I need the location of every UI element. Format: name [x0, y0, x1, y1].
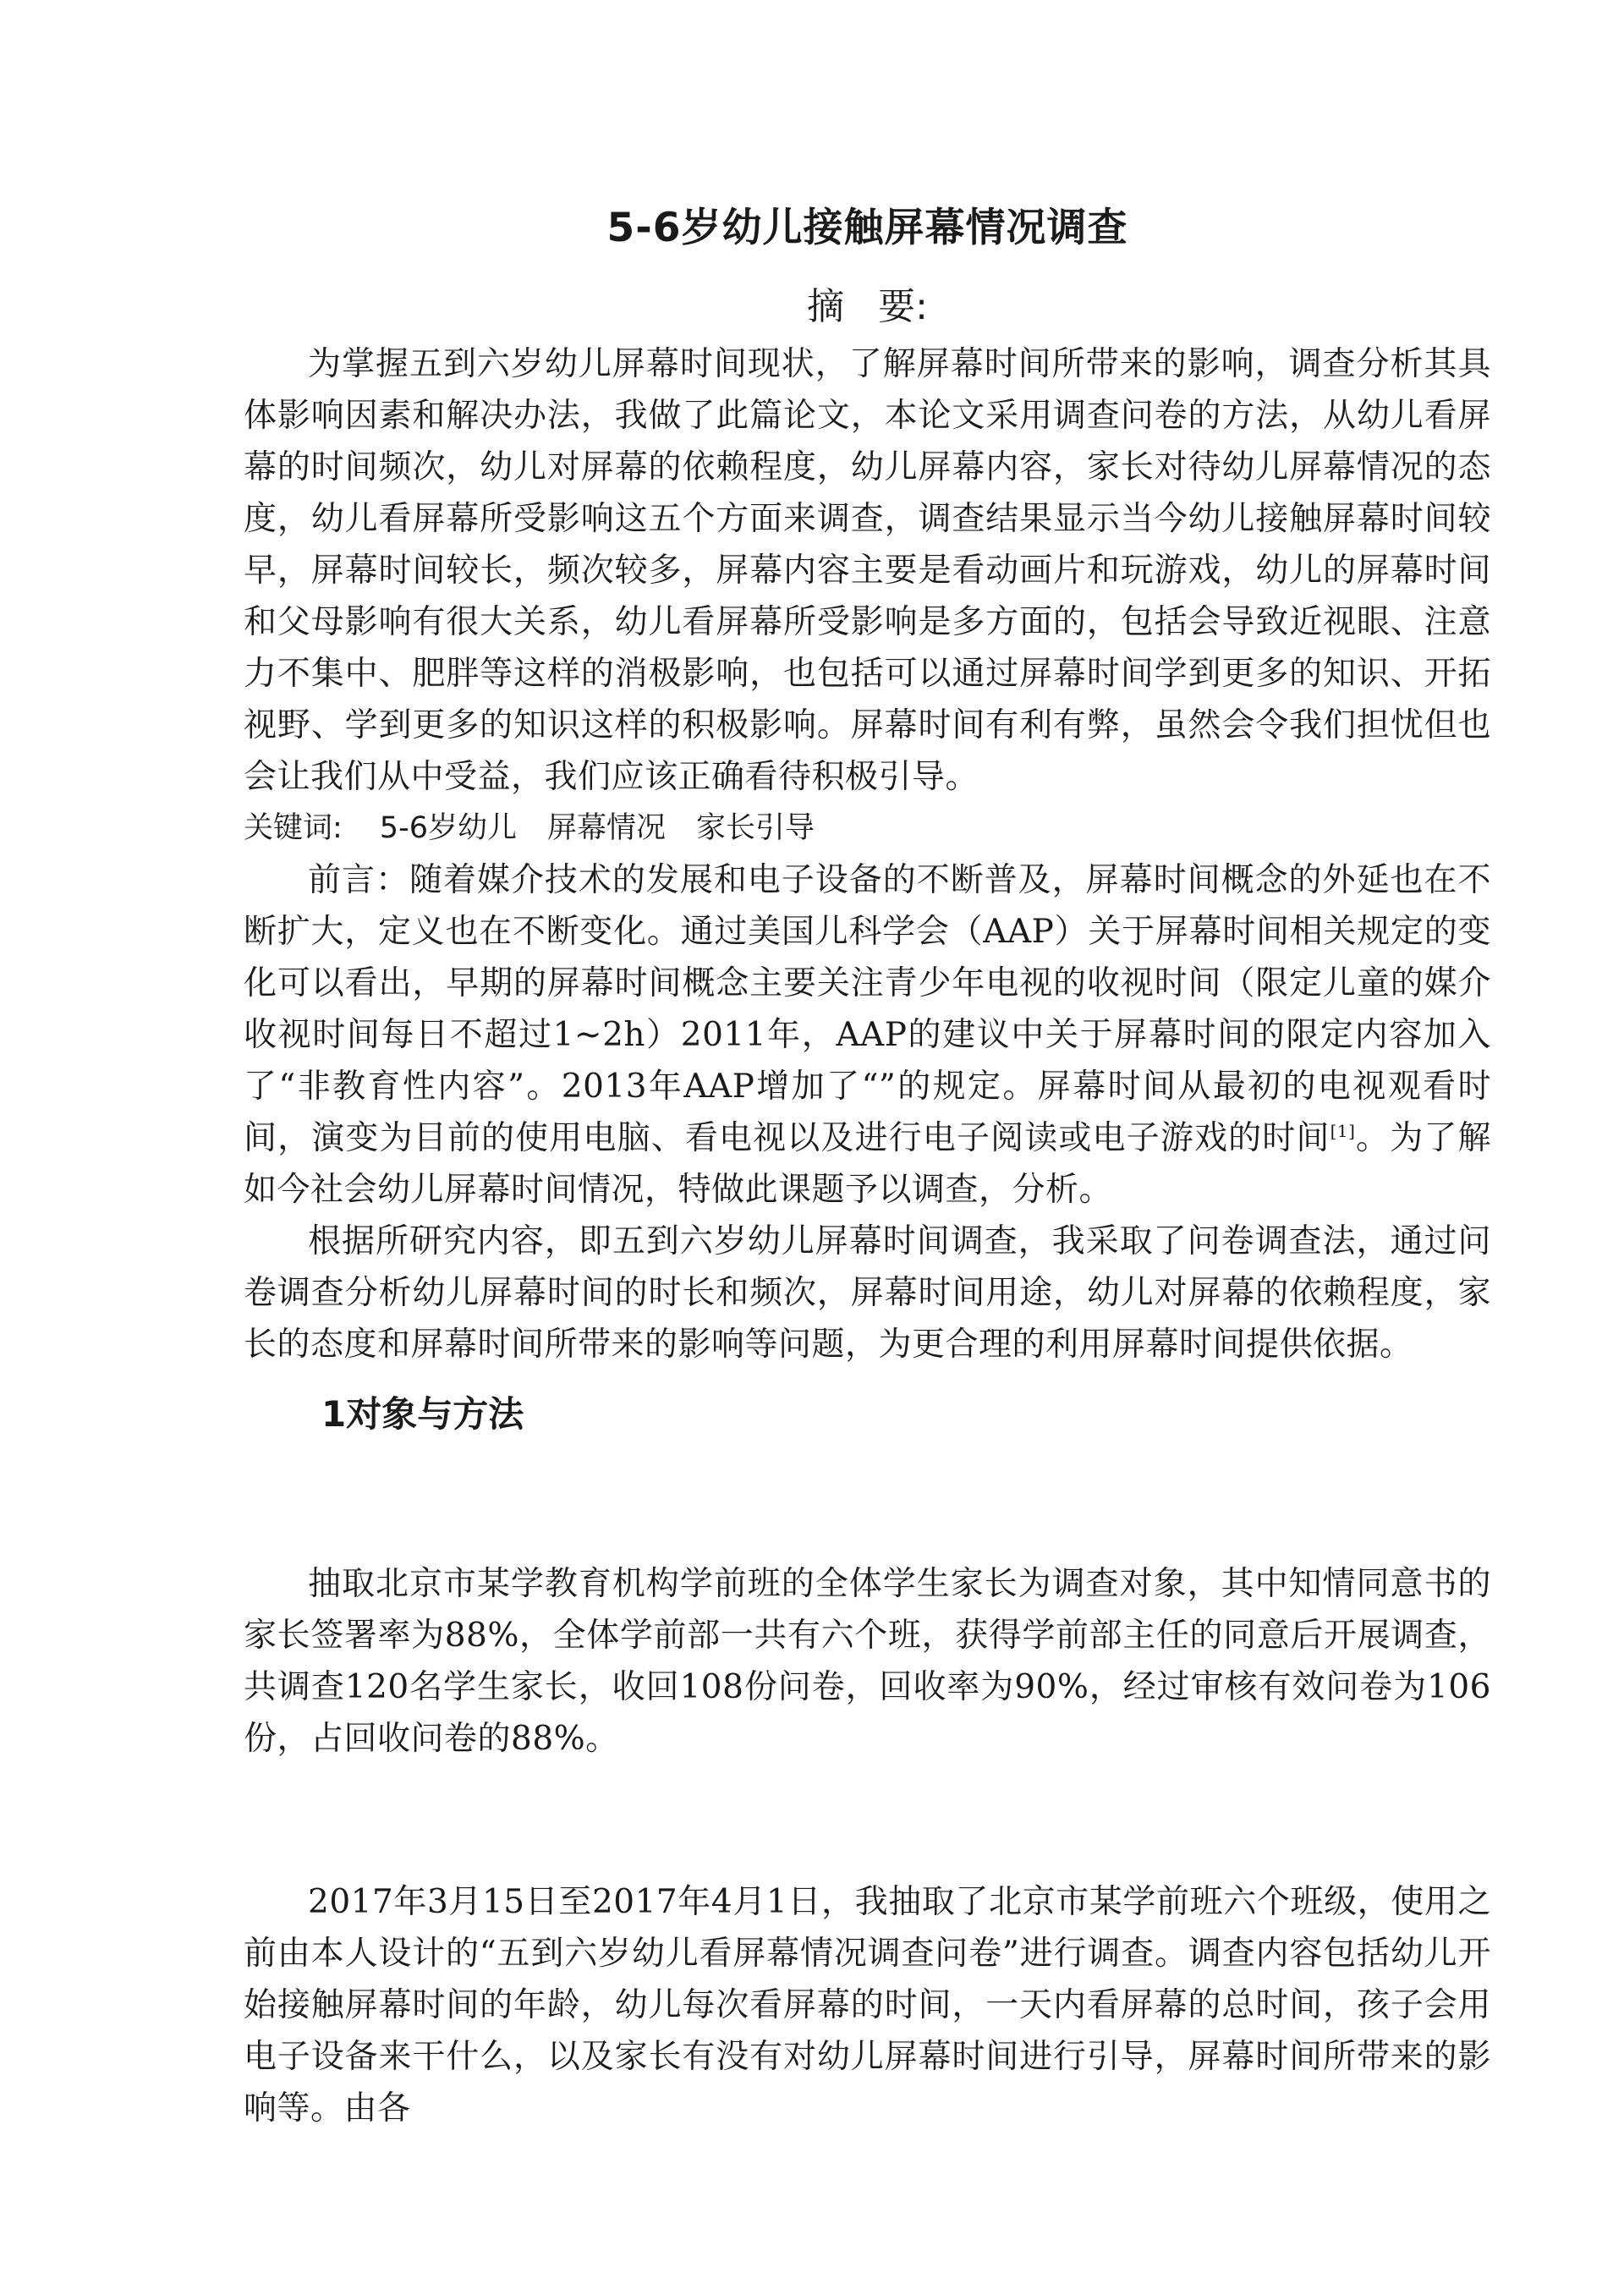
paper-page [244, 203, 1491, 2134]
keywords-line [244, 803, 1491, 854]
method-intro-paragraph: 根据所研究内容，即五到六岁幼儿屏幕时间调查，我采取了问卷调查法，通过问卷调查分析幼儿屏幕时间的时长和频次，屏幕时间用途，幼儿对屏幕的依赖程度，家长的态度和屏幕时间所带来的影响等问题，为更合理的利用屏幕时间提供依据。 [244, 1222, 1491, 1364]
abstract-heading-part2: 要: [878, 285, 928, 328]
preface-paragraph [244, 854, 1491, 1216]
paper-title: 5-6岁幼儿接触屏幕情况调查 [606, 205, 1128, 251]
preface-text-before-ref: 前言：随着媒介技术的发展和电子设备的不断普及，屏幕时间概念的外延也在不断扩大，定义也在不断变化。通过美国儿科学会（AAP）关于屏幕时间相关规定的变化可以看出，早期的屏幕时间概念主要关注青少年电视的收视时间（限定儿童的媒介收视时间每日不超过1~2h）2011年，AAP的建议中关于屏幕时间的限定内容加入了“非教育性内容”。2013年AAP增加了“”的规定。屏幕时间从最初的电视观看时间，演变为目前的使用电脑、看电视以及进行电子阅读或电子游戏的时间 [244, 861, 1491, 1157]
abstract-text: 为掌握五到六岁幼儿屏幕时间现状，了解屏幕时间所带来的影响，调查分析其具体影响因素和解决办法，我做了此篇论文，本论文采用调查问卷的方法，从幼儿看屏幕的时间频次，幼儿对屏幕的依赖程度，幼儿屏幕内容，家长对待幼儿屏幕情况的态度，幼儿看屏幕所受影响这五个方面来调查，调查结果显示当今幼儿接触屏幕时间较早，屏幕时间较长，频次较多，屏幕内容主要是看动画片和玩游戏，幼儿的屏幕时间和父母影响有很大关系，幼儿看屏幕所受影响是多方面的，包括会导致近视眼、注意力不集中、肥胖等这样的消极影响，也包括可以通过屏幕时间学到更多的知识、开拓视野、学到更多的知识这样的积极影响。屏幕时间有利有弊，虽然会令我们担忧但也会让我们从中受益，我们应该正确看待积极引导。 [244, 345, 1491, 796]
keywords-label: 关键词: [244, 811, 343, 845]
keyword-item: 屏幕情况 [546, 811, 666, 845]
spacer [244, 1440, 1491, 1558]
section-1-heading: 1对象与方法 [321, 1393, 524, 1435]
abstract-heading-part1: 摘 [807, 285, 845, 328]
spacer [244, 1765, 1491, 1876]
keyword-item: 5-6岁幼儿 [379, 811, 517, 845]
section-1-paragraph-2: 2017年3月15日至2017年4月1日，我抽取了北京市某学前班六个班级，使用之前由本人设计的“五到六岁幼儿看屏幕情况调查问卷”进行调查。调查内容包括幼儿开始接触屏幕时间的年龄，幼儿每次看屏幕的时间，一天内看屏幕的总时间，孩子会用电子设备来干什么，以及家长有没有对幼儿屏幕时间进行引导，屏幕时间所带来的影响等。由各 [244, 1883, 1491, 2128]
keyword-item: 家长引导 [695, 811, 815, 845]
abstract-heading [244, 283, 1491, 332]
section-1-paragraph-1: 抽取北京市某学教育机构学前班的全体学生家长为调查对象，其中知情同意书的家长签署率为88%，全体学前部一共有六个班，获得学前部主任的同意后开展调查，共调查120名学生家长，收回108份问卷，回收率为90%，经过审核有效问卷为106份，占回收问卷的88%。 [244, 1565, 1491, 1758]
preface-text-after-ref: 。为了解如今社会幼儿屏幕时间情况，特做此课题予以调查，分析。 [244, 1119, 1491, 1209]
reference-marker: [1] [1330, 1121, 1356, 1141]
